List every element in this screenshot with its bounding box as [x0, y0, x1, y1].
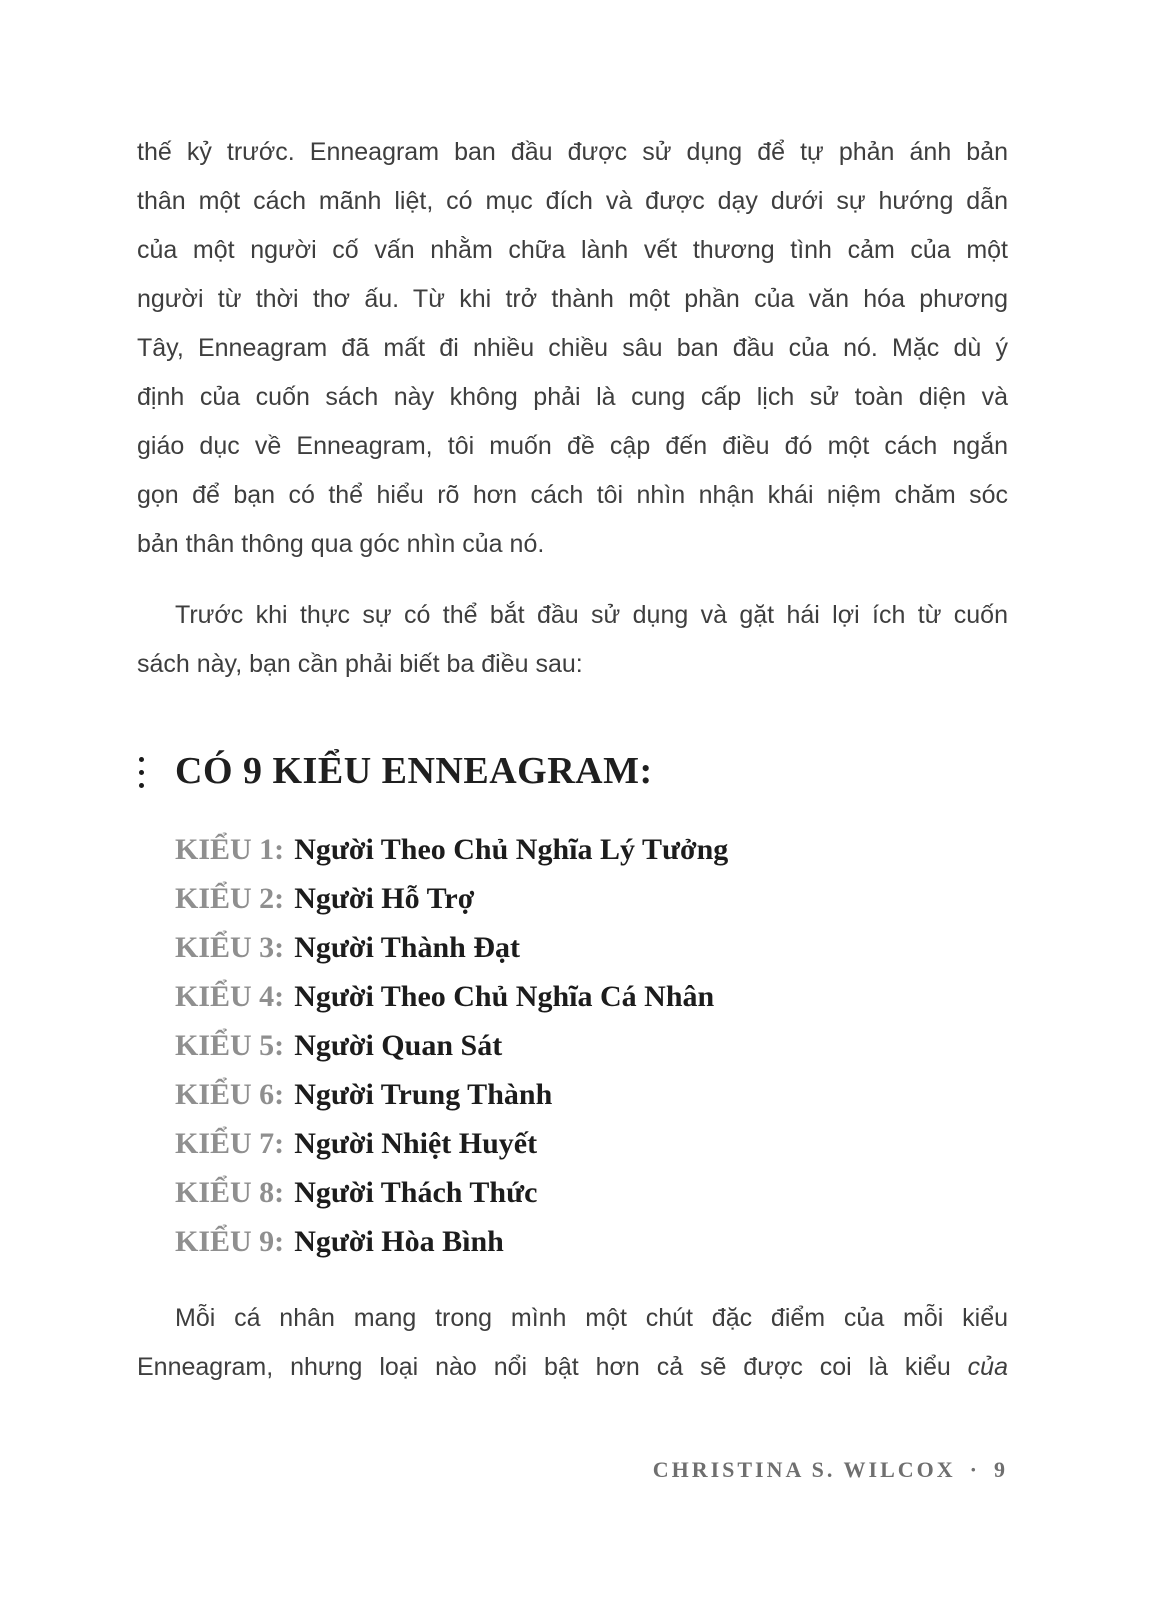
type-label: KIỂU 5:	[175, 1029, 285, 1062]
dot-icon	[139, 783, 144, 788]
paragraph-line: của một người cố vấn nhằm chữa lành vết thương tình cảm của một	[137, 236, 1008, 264]
type-label: KIỂU 6:	[175, 1078, 285, 1111]
italic-word: của	[967, 1353, 1008, 1381]
type-label: KIỂU 7:	[175, 1127, 285, 1160]
list-item	[175, 923, 1008, 972]
list-item	[175, 972, 1008, 1021]
type-name: Người Theo Chủ Nghĩa Lý Tưởng	[294, 833, 729, 866]
footer-separator: ·	[969, 1457, 980, 1482]
paragraph-line: Trước khi thực sự có thể bắt đầu sử dụng và gặt hái lợi ích từ cuốn	[175, 601, 1008, 629]
list-item	[175, 1021, 1008, 1070]
paragraph-intro	[137, 128, 1008, 569]
type-name: Người Nhiệt Huyết	[294, 1127, 538, 1160]
paragraph-line: gọn để bạn có thể hiểu rõ hơn cách tôi nhìn nhận khái niệm chăm sóc	[137, 481, 1008, 509]
paragraph-line: người từ thời thơ ấu. Từ khi trở thành một phần của văn hóa phương	[137, 285, 1008, 313]
paragraph-text: Enneagram, nhưng loại nào nổi bật hơn cả sẽ được coi là kiểu	[137, 1353, 951, 1381]
paragraph-line: sách này, bạn cần phải biết ba điều sau:	[137, 650, 583, 678]
type-label: KIỂU 9:	[175, 1225, 285, 1258]
paragraph-line	[137, 1343, 1008, 1392]
type-name: Người Trung Thành	[294, 1078, 553, 1111]
type-name: Người Theo Chủ Nghĩa Cá Nhân	[294, 980, 715, 1013]
type-name: Người Thách Thức	[294, 1176, 538, 1209]
section-heading: CÓ 9 KIỂU ENNEAGRAM:	[175, 750, 653, 792]
type-label: KIỂU 8:	[175, 1176, 285, 1209]
type-name: Người Hòa Bình	[294, 1225, 504, 1258]
dot-icon	[139, 770, 144, 775]
type-name: Người Quan Sát	[294, 1029, 503, 1062]
list-item	[175, 825, 1008, 874]
type-name: Người Hỗ Trợ	[294, 882, 475, 915]
type-label: KIỂU 2:	[175, 882, 285, 915]
type-label: KIỂU 3:	[175, 931, 285, 964]
paragraph-line: Mỗi cá nhân mang trong mình một chút đặc điểm của mỗi kiểu	[175, 1304, 1008, 1332]
vertical-dots-ornament-icon	[139, 757, 145, 788]
type-label: KIỂU 1:	[175, 833, 285, 866]
list-item	[175, 1217, 1008, 1266]
footer-page-number: 9	[994, 1457, 1008, 1482]
footer-author: CHRISTINA S. WILCOX	[652, 1457, 956, 1482]
page-content	[137, 128, 1008, 1484]
paragraph-after-list	[137, 1294, 1008, 1392]
list-item	[175, 1168, 1008, 1217]
page-footer	[137, 1456, 1008, 1484]
paragraph-before-list	[137, 591, 1008, 689]
paragraph-line: định của cuốn sách này không phải là cung cấp lịch sử toàn diện và	[137, 383, 1008, 411]
paragraph-line: Tây, Enneagram đã mất đi nhiều chiều sâu ban đầu của nó. Mặc dù ý	[137, 334, 1008, 362]
type-name: Người Thành Đạt	[294, 931, 520, 964]
list-item	[175, 874, 1008, 923]
list-item	[175, 1070, 1008, 1119]
section-heading-row	[137, 745, 1008, 801]
paragraph-line: giáo dục về Enneagram, tôi muốn đề cập đến điều đó một cách ngắn	[137, 432, 1008, 460]
paragraph-line: thân một cách mãnh liệt, có mục đích và được dạy dưới sự hướng dẫn	[137, 187, 1008, 215]
type-label: KIỂU 4:	[175, 980, 285, 1013]
enneagram-type-list	[137, 825, 1008, 1266]
paragraph-line: thế kỷ trước. Enneagram ban đầu được sử dụng để tự phản ánh bản	[137, 138, 1008, 166]
list-item	[175, 1119, 1008, 1168]
dot-icon	[139, 757, 144, 762]
paragraph-line: bản thân thông qua góc nhìn của nó.	[137, 530, 545, 558]
